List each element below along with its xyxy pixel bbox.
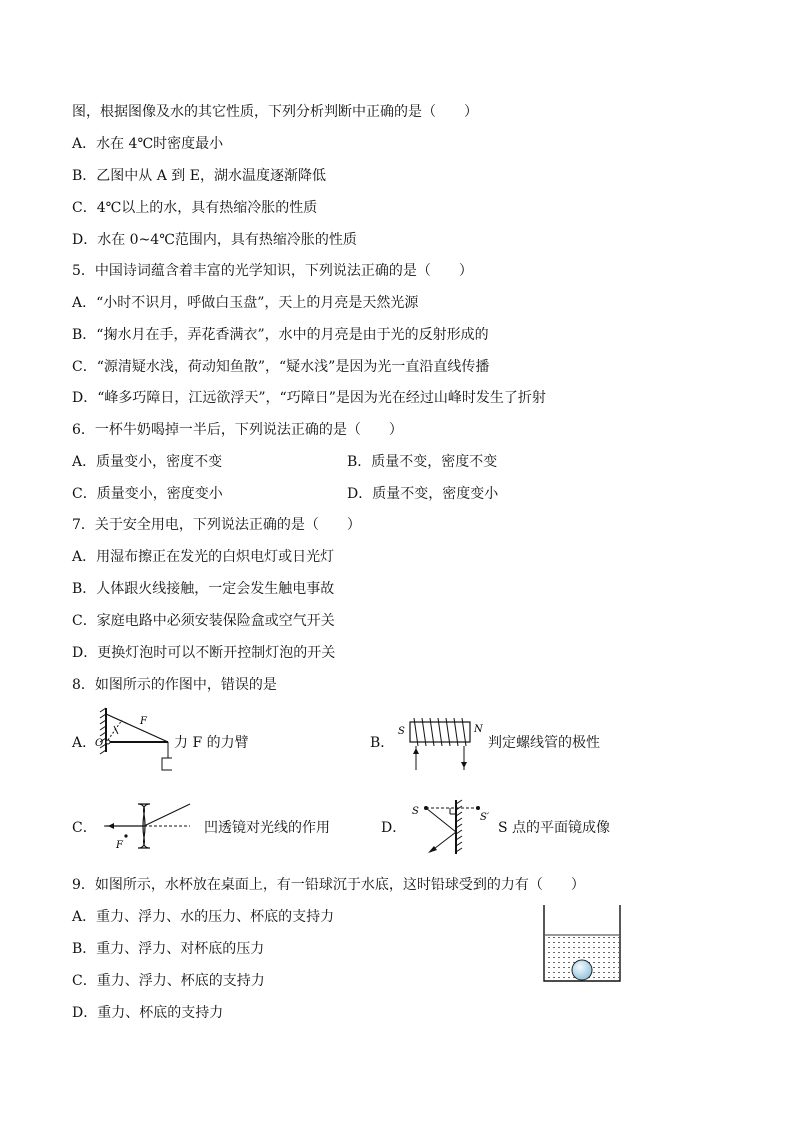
q8-option-d-caption: S 点的平面镜成像 [498,820,611,836]
q4-option-b: B．乙图中从 A 到 E，湖水温度逐渐降低 [72,168,326,184]
q6-stem: 6．一杯牛奶喝掉一半后，下列说法正确的是（ ） [72,422,403,438]
image-point-label: S′ [480,812,490,823]
object-point-label: S [412,806,419,817]
concave-lens-diagram [100,800,194,852]
north-pole-label: N [474,724,483,735]
lever-force-arm-diagram [92,704,172,776]
q8-stem: 8．如图所示的作图中，错误的是 [72,677,277,693]
q5-option-a: A．“小时不识月，呼做白玉盘”，天上的月亮是天然光源 [72,295,419,311]
south-pole-label: S [398,726,405,737]
solenoid-polarity-diagram [398,712,488,774]
q6-option-a: A．质量变小，密度不变 [72,454,223,470]
q8-option-a-caption: 力 F 的力臂 [174,735,249,751]
q8-option-b-caption: 判定螺线管的极性 [488,735,600,751]
q5-option-c: C．“源清疑水浅，荷动知鱼散”，“疑水浅”是因为光一直沿直线传播 [72,359,490,375]
q9-option-d: D．重力、杯底的支持力 [72,1005,224,1021]
pivot-label: O [95,738,104,749]
q7-stem: 7．关于安全用电，下列说法正确的是（ ） [72,517,361,533]
q8-option-c-label: C． [72,820,97,836]
q4-option-d: D．水在 0~4℃范围内，具有热缩冷胀的性质 [72,232,357,248]
q8-option-c-caption: 凹透镜对光线的作用 [204,820,330,836]
q6-option-b: B．质量不变，密度不变 [347,454,498,470]
q5-option-b: B．“掬水月在手，弄花香满衣”，水中的月亮是由于光的反射形成的 [72,327,489,343]
water-cup-lead-ball-diagram [542,905,622,983]
q6-option-c: C．质量变小，密度变小 [72,486,223,502]
q7-option-a: A．用湿布擦正在发光的白炽电灯或日光灯 [72,549,335,565]
q9-option-b: B．重力、浮力、对杯底的压力 [72,941,265,957]
q8-option-a-label: A． [72,735,97,751]
q4-option-a: A．水在 4℃时密度最小 [72,136,224,152]
q4-option-c: C．4℃以上的水，具有热缩冷胀的性质 [72,200,318,216]
q5-option-d: D．“峰多巧障日，江远欲浮天”，“巧障日”是因为光在经过山峰时发生了折射 [72,390,546,406]
force-label: F [140,716,147,727]
plane-mirror-image-diagram [408,798,496,856]
q6-option-d: D．质量不变，密度变小 [347,486,499,502]
q7-option-c: C．家庭电路中必须安装保险盒或空气开关 [72,613,335,629]
focus-label: F [116,840,123,851]
q7-option-b: B．人体跟火线接触，一定会发生触电事故 [72,581,335,597]
q9-stem: 9．如图所示，水杯放在桌面上，有一铅球沉于水底，这时铅球受到的力有（ ） [72,877,585,893]
q7-option-d: D．更换灯泡时可以不断开控制灯泡的开关 [72,645,336,661]
q9-option-c: C．重力、浮力、杯底的支持力 [72,973,265,989]
q5-stem: 5．中国诗词蕴含着丰富的光学知识，下列说法正确的是（ ） [72,263,473,279]
q9-option-a: A．重力、浮力、水的压力、杯底的支持力 [72,909,335,925]
question-4-stem-continuation: 图，根据图像及水的其它性质，下列分析判断中正确的是（ ） [72,104,478,120]
q8-option-d-label: D． [381,820,407,836]
q8-option-b-label: B． [370,735,395,751]
